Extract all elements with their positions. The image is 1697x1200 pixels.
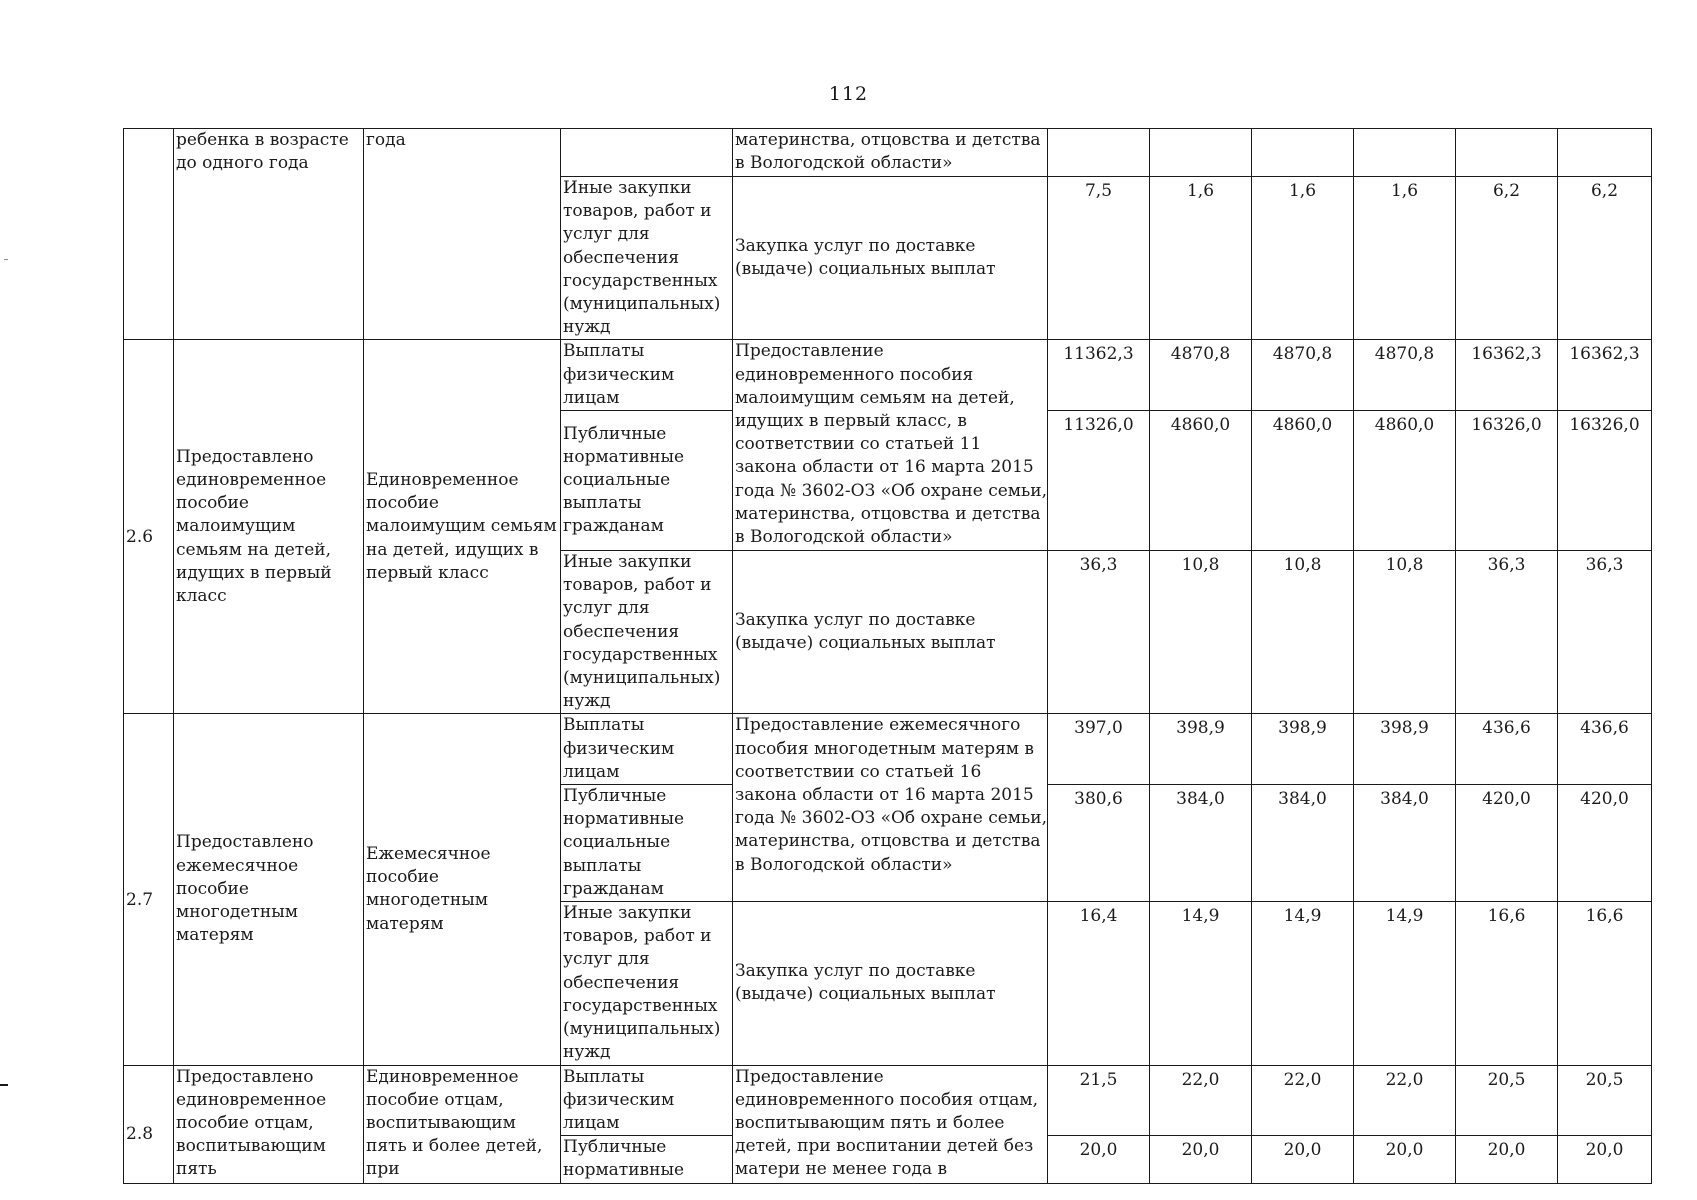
table-cell-basis: Предоставление единовременного пособия малоимущим семьям на детей, идущих в первый класс, в соответствии со статьей 11 закона области от 16 марта 2015 года № 3602-ОЗ «Об охране семьи, материнства, отцовства и детства в Вологодской области» xyxy=(733,340,1048,551)
table-cell-value: 4870,8 xyxy=(1252,340,1354,411)
table-cell-value: 384,0 xyxy=(1354,785,1456,902)
table-cell-value: 20,0 xyxy=(1150,1136,1252,1183)
table-cell-value: 20,5 xyxy=(1456,1065,1558,1136)
table-cell-value: 1,6 xyxy=(1150,177,1252,340)
table-cell-type: Иные закупки товаров, работ и услуг для обеспечения государственных (муниципальных) нужд xyxy=(561,551,733,714)
table-cell-value: 398,9 xyxy=(1354,714,1456,785)
scan-mark xyxy=(4,259,8,260)
table-cell-value: 14,9 xyxy=(1252,902,1354,1065)
table-cell-measure: года xyxy=(364,129,561,340)
table-cell-value: 420,0 xyxy=(1456,785,1558,902)
table-cell-basis: материнства, отцовства и детства в Вологодской области» xyxy=(733,129,1048,177)
table-cell-value: 22,0 xyxy=(1150,1065,1252,1136)
table-cell-name: ребенка в возрасте до одного года xyxy=(174,129,364,340)
table-cell-type: Выплаты физическим лицам xyxy=(561,1065,733,1136)
table-cell-value: 16326,0 xyxy=(1456,411,1558,551)
table-cell-measure: Ежемесячное пособие многодетным матерям xyxy=(364,714,561,1065)
table-cell-basis: Закупка услуг по доставке (выдаче) социальных выплат xyxy=(733,902,1048,1065)
table-cell-value: 36,3 xyxy=(1048,551,1150,714)
table-cell-value: 384,0 xyxy=(1252,785,1354,902)
table-cell-value: 11326,0 xyxy=(1048,411,1150,551)
table-cell-value: 10,8 xyxy=(1150,551,1252,714)
table-cell-value: 436,6 xyxy=(1456,714,1558,785)
table-cell-basis: Предоставление единовременного пособия отцам, воспитывающим пять и более детей, при воспитании детей без матери не менее года в xyxy=(733,1065,1048,1183)
table-cell-name: Предоставлено ежемесячное пособие многодетным матерям xyxy=(174,714,364,1065)
table-row xyxy=(124,714,1652,785)
table-cell-value: 4860,0 xyxy=(1252,411,1354,551)
table-cell-value: 22,0 xyxy=(1252,1065,1354,1136)
table-cell-value xyxy=(1048,129,1150,177)
table-cell-value: 11362,3 xyxy=(1048,340,1150,411)
table-cell-type: Публичные нормативные xyxy=(561,1136,733,1183)
table-cell-basis: Закупка услуг по доставке (выдаче) социальных выплат xyxy=(733,177,1048,340)
table-row xyxy=(124,1065,1652,1136)
table-cell-type: Выплаты физическим лицам xyxy=(561,340,733,411)
table-cell-type: Иные закупки товаров, работ и услуг для обеспечения государственных (муниципальных) нужд xyxy=(561,902,733,1065)
table-cell-value: 16,4 xyxy=(1048,902,1150,1065)
table-cell-value: 1,6 xyxy=(1354,177,1456,340)
table-cell-value: 436,6 xyxy=(1558,714,1652,785)
table-cell-type: Публичные нормативные социальные выплаты гражданам xyxy=(561,411,733,551)
table-cell-basis: Закупка услуг по доставке (выдаче) социальных выплат xyxy=(733,551,1048,714)
table-cell-value: 4860,0 xyxy=(1150,411,1252,551)
table-cell-value: 20,0 xyxy=(1558,1136,1652,1183)
table-cell-value: 14,9 xyxy=(1354,902,1456,1065)
table-cell-value: 10,8 xyxy=(1252,551,1354,714)
table-cell-type: Публичные нормативные социальные выплаты гражданам xyxy=(561,785,733,902)
table-cell-name: Предоставлено единовременное пособие малоимущим семьям на детей, идущих в первый класс xyxy=(174,340,364,714)
table-cell-value xyxy=(1150,129,1252,177)
table-cell-value: 4860,0 xyxy=(1354,411,1456,551)
table-cell-value: 16362,3 xyxy=(1456,340,1558,411)
table-cell-value: 6,2 xyxy=(1456,177,1558,340)
table-cell-value xyxy=(1252,129,1354,177)
table-cell-type: Иные закупки товаров, работ и услуг для обеспечения государственных (муниципальных) нужд xyxy=(561,177,733,340)
table-cell-value: 14,9 xyxy=(1150,902,1252,1065)
table-row xyxy=(124,129,1652,177)
table-cell-value: 36,3 xyxy=(1558,551,1652,714)
table-cell-value: 380,6 xyxy=(1048,785,1150,902)
table-cell-type xyxy=(561,129,733,177)
table-cell-type: Выплаты физическим лицам xyxy=(561,714,733,785)
table-cell-index xyxy=(124,129,174,340)
table-cell-value: 16,6 xyxy=(1558,902,1652,1065)
table-cell-value: 7,5 xyxy=(1048,177,1150,340)
table-cell-value: 4870,8 xyxy=(1150,340,1252,411)
table-cell-value xyxy=(1558,129,1652,177)
table-cell-value: 20,0 xyxy=(1354,1136,1456,1183)
table-cell-value: 4870,8 xyxy=(1354,340,1456,411)
table-cell-value: 20,0 xyxy=(1048,1136,1150,1183)
table-cell-measure: Единовременное пособие малоимущим семьям на детей, идущих в первый класс xyxy=(364,340,561,714)
table-cell-value: 420,0 xyxy=(1558,785,1652,902)
table-cell-value: 21,5 xyxy=(1048,1065,1150,1136)
table-cell-value: 398,9 xyxy=(1252,714,1354,785)
table-row xyxy=(124,340,1652,411)
table-cell-value: 10,8 xyxy=(1354,551,1456,714)
table-cell-name: Предоставлено единовременное пособие отцам, воспитывающим пять xyxy=(174,1065,364,1183)
table-cell-value xyxy=(1354,129,1456,177)
table-cell-index: 2.7 xyxy=(124,714,174,1065)
table-cell-value: 6,2 xyxy=(1558,177,1652,340)
table-cell-value: 20,0 xyxy=(1456,1136,1558,1183)
table-cell-value: 20,5 xyxy=(1558,1065,1652,1136)
table-cell-value: 36,3 xyxy=(1456,551,1558,714)
table-cell-value: 16326,0 xyxy=(1558,411,1652,551)
table-cell-measure: Единовременное пособие отцам, воспитывающим пять и более детей, при xyxy=(364,1065,561,1183)
table-cell-value: 20,0 xyxy=(1252,1136,1354,1183)
table-cell-value: 1,6 xyxy=(1252,177,1354,340)
table-cell-value: 397,0 xyxy=(1048,714,1150,785)
scan-mark xyxy=(0,1084,8,1086)
budget-table xyxy=(123,128,1652,1184)
table-cell-value: 384,0 xyxy=(1150,785,1252,902)
table-cell-value xyxy=(1456,129,1558,177)
table-cell-index: 2.8 xyxy=(124,1065,174,1183)
table-cell-value: 16362,3 xyxy=(1558,340,1652,411)
table-cell-value: 22,0 xyxy=(1354,1065,1456,1136)
table-cell-index: 2.6 xyxy=(124,340,174,714)
table-cell-value: 16,6 xyxy=(1456,902,1558,1065)
page-number: 112 xyxy=(828,83,869,105)
table-cell-value: 398,9 xyxy=(1150,714,1252,785)
table-cell-basis: Предоставление ежемесячного пособия многодетным матерям в соответствии со статьей 16 закона области от 16 марта 2015 года № 3602-ОЗ «Об охране семьи, материнства, отцовства и детства в Вологодской области» xyxy=(733,714,1048,902)
